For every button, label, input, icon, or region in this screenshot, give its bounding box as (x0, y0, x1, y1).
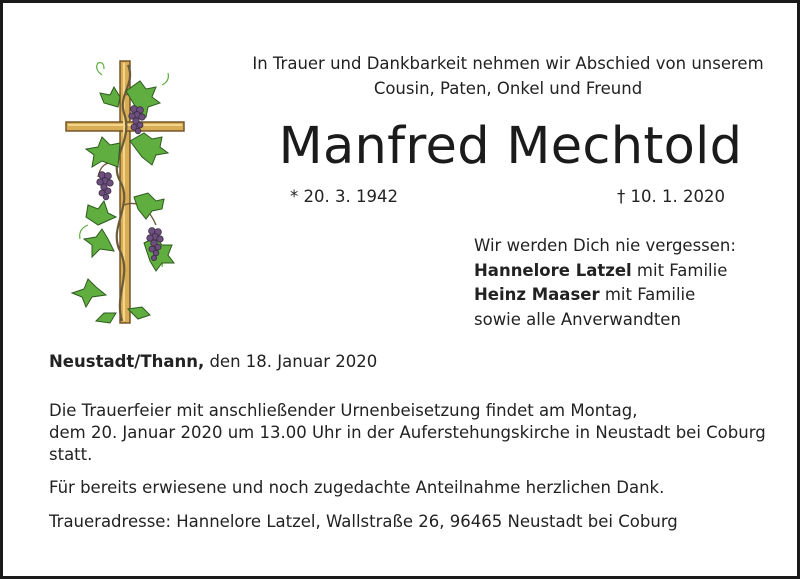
intro-text (243, 51, 773, 101)
deceased-name: Manfred Mechtold (278, 117, 743, 176)
birth-date: * 20. 3. 1942 (290, 187, 398, 206)
intro-line-1: In Trauer und Dankbarkeit nehmen wir Abschied von unserem (252, 54, 764, 73)
mourner-name: Heinz Maaser (474, 285, 600, 304)
mourner-suffix: mit Familie (599, 285, 696, 304)
service-announcement (49, 400, 789, 466)
dateline (49, 352, 377, 371)
mourners-closing: sowie alle Anverwandten (474, 309, 681, 329)
service-line: dem 20. Januar 2020 um 13.00 Uhr in der Auferstehungskirche in Neustadt bei Coburg (49, 423, 766, 442)
mourners-block (474, 234, 736, 332)
mourner-entry (474, 259, 736, 284)
service-line: Die Trauerfeier mit anschließender Urnenbeisetzung findet am Montag, (49, 401, 638, 420)
mourners-heading: Wir werden Dich nie vergessen: (474, 236, 736, 255)
mourning-address: Traueradresse: Hannelore Latzel, Wallstraße 26, 96465 Neustadt bei Coburg (49, 512, 678, 531)
service-line: statt. (49, 445, 93, 464)
cross-with-grapevine-icon (58, 55, 193, 327)
mourner-name: Hannelore Latzel (474, 260, 632, 280)
thanks-text: Für bereits erwiesene und noch zugedachte Anteilnahme herzlichen Dank. (49, 478, 665, 497)
death-date: † 10. 1. 2020 (617, 187, 725, 206)
dateline-date: den 18. Januar 2020 (204, 352, 378, 371)
intro-line-2: Cousin, Paten, Onkel und Freund (373, 79, 643, 98)
dateline-place: Neustadt/Thann, (49, 352, 205, 371)
mourner-entry (474, 283, 736, 308)
mourner-suffix: mit Familie (631, 260, 728, 280)
